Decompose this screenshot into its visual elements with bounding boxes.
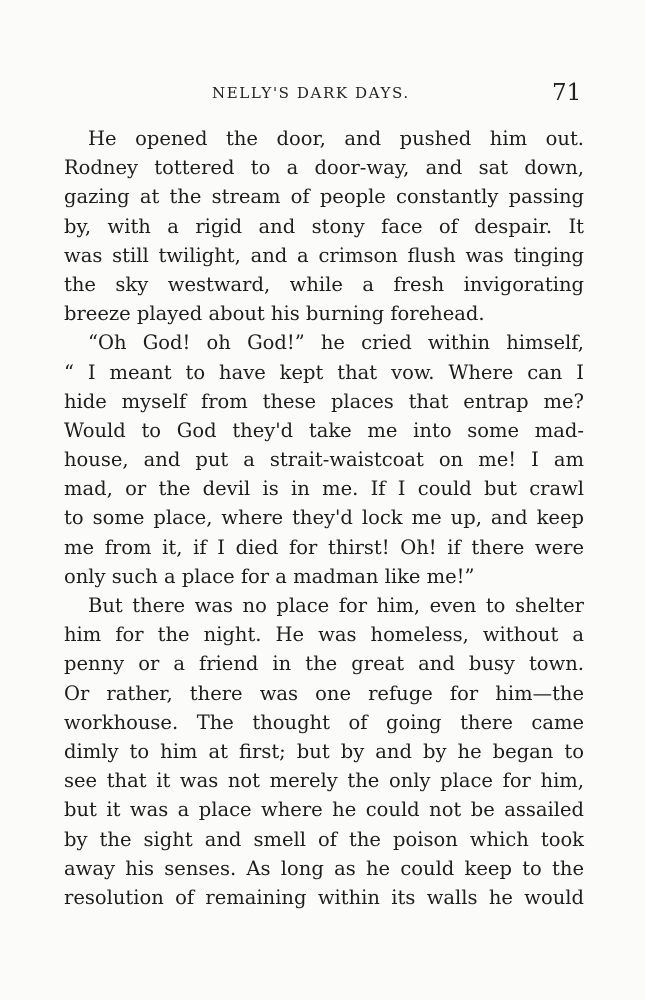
text-line: the sky westward, while a fresh invigorating: [64, 272, 584, 296]
text-line: hide myself from these places that entrap me?: [64, 389, 584, 413]
text-line: but it was a place where he could not be assailed: [64, 798, 584, 822]
text-line: by the sight and smell of the poison which took: [64, 827, 584, 851]
text-line: see that it was not merely the only place for him,: [64, 769, 584, 793]
text-line: dimly to him at first; but by and by he began to: [64, 739, 584, 763]
text-line: me from it, if I died for thirst! Oh! if there were: [64, 535, 584, 559]
text-line: Rodney tottered to a door-way, and sat down,: [64, 156, 584, 180]
text-line: Would to God they'd take me into some mad-: [64, 418, 584, 442]
text-line: resolution of remaining within its walls he would: [64, 885, 584, 909]
text-line: was still twilight, and a crimson flush was tinging: [64, 243, 584, 267]
text-line: But there was no place for him, even to shelter: [88, 594, 584, 617]
text-line: breeze played about his burning forehead.: [64, 302, 485, 326]
text-line: house, and put a strait-waistcoat on me! I am: [64, 448, 584, 472]
text-line: mad, or the devil is in me. If I could but crawl: [64, 477, 584, 501]
text-line: workhouse. The thought of going there came: [64, 710, 584, 734]
text-line: Or rather, there was one refuge for him—the: [64, 681, 584, 705]
text-line: “Oh God! oh God!” he cried within himself,: [88, 331, 584, 355]
body-text: [64, 124, 584, 912]
text-line: him for the night. He was homeless, without a: [64, 623, 584, 647]
text-line: only such a place for a madman like me!”: [64, 564, 475, 588]
text-line: away his senses. As long as he could keep to the: [64, 856, 584, 880]
page-header: [0, 80, 645, 110]
text-line: to some place, where they'd lock me up, and keep: [64, 506, 584, 530]
page-number: 71: [552, 80, 582, 106]
text-line: He opened the door, and pushed him out.: [88, 127, 584, 150]
text-line: penny or a friend in the great and busy town.: [64, 652, 584, 676]
text-line: gazing at the stream of people constantly passing: [64, 185, 584, 209]
text-line: by, with a rigid and stony face of despair. It: [64, 214, 584, 238]
running-title: NELLY'S DARK DAYS.: [212, 84, 410, 102]
text-line: “ I meant to have kept that vow. Where can I: [64, 360, 584, 384]
